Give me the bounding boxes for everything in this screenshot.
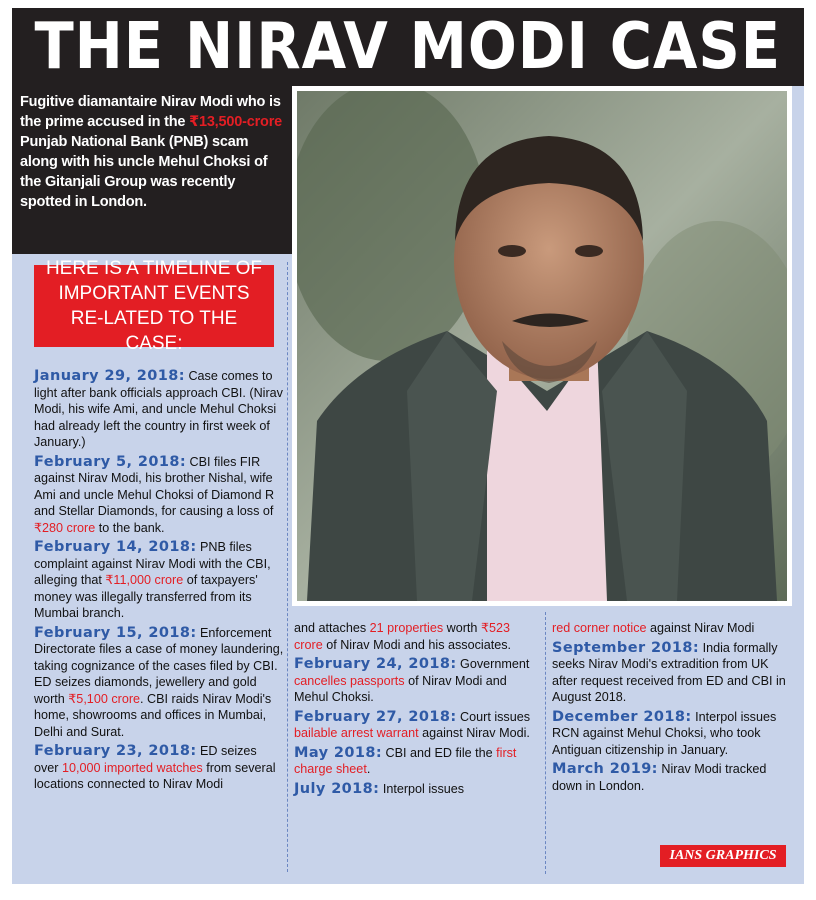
timeline-column-3 — [552, 620, 792, 797]
event-text: to the bank. — [95, 520, 165, 535]
timeline-continuation — [294, 620, 534, 653]
event-text: and attaches — [294, 621, 370, 635]
event-text: Enforcement Directorate files a case of money laundering, taking cognizance of the cases filed by CBI. ED seizes diamonds, jewellery and gold worth — [34, 625, 284, 706]
timeline-column-1 — [34, 368, 284, 796]
event-text: from several locations connected to Nirav Modi — [34, 760, 276, 791]
event-date: December 2018: — [552, 708, 692, 725]
event-text: CBI files FIR against Nirav Modi, his brother Nishal, wife Ami and uncle Mehul Choksi of Diamond R and Stellar Diamonds, for causing a loss of — [34, 454, 275, 518]
event-highlight: 10,000 imported watches — [62, 760, 203, 775]
event-text: . — [366, 762, 371, 776]
event-text: Interpol issues — [379, 781, 465, 796]
timeline-continuation — [552, 620, 792, 637]
event-date: February 23, 2018: — [34, 743, 197, 759]
intro-after: Punjab National Bank (PNB) scam along with his uncle Mehul Choksi of the Gitanjali Group was recently spotted in London. — [20, 134, 268, 210]
timeline-event — [552, 640, 792, 706]
timeline-event — [294, 709, 534, 742]
event-date: March 2019: — [552, 761, 658, 777]
event-date: May 2018: — [294, 744, 383, 761]
header-bar — [12, 8, 804, 86]
timeline-event — [552, 709, 792, 759]
event-text: Case comes to light after bank officials approach CBI. (Nirav Modi, his wife Ami, and uncle Mehul Choksi had already left the country in first week of January.) — [34, 369, 283, 449]
timeline-event — [34, 625, 284, 741]
column-divider — [287, 262, 288, 872]
timeline-event — [294, 656, 534, 706]
event-text: Court issues — [456, 709, 531, 724]
page-title: THE NIRAV MODI CASE — [34, 10, 782, 84]
event-highlight: ₹280 crore — [34, 520, 96, 535]
event-text: . CBI raids Nirav Modi's home, showrooms and offices in Mumbai, Delhi and Surat. — [34, 691, 272, 739]
timeline-event — [552, 761, 792, 794]
timeline-event — [34, 539, 284, 622]
timeline-event — [34, 368, 284, 451]
event-highlight: red corner notice — [552, 621, 647, 635]
portrait-illustration — [297, 91, 787, 601]
event-text: against Nirav Modi — [646, 621, 755, 635]
timeline-event — [294, 781, 534, 798]
event-text: against Nirav Modi. — [418, 726, 530, 740]
event-date: February 15, 2018: — [34, 624, 197, 641]
event-highlight: 21 properties — [369, 621, 444, 635]
event-highlight: first charge sheet — [294, 745, 517, 776]
event-text: Government — [456, 657, 530, 671]
event-date: February 14, 2018: — [34, 539, 197, 555]
event-text: of Nirav Modi and Mehul Choksi. — [294, 673, 507, 704]
event-text: PNB files complaint against Nirav Modi with the CBI, alleging that — [34, 540, 271, 587]
event-date: February 27, 2018: — [294, 708, 457, 725]
event-date: September 2018: — [552, 639, 700, 656]
event-highlight: ₹5,100 crore — [68, 691, 141, 706]
intro-amount: ₹13,500-crore — [189, 114, 283, 130]
event-highlight: cancelles passports — [294, 673, 405, 688]
column-divider — [545, 612, 546, 874]
event-highlight: ₹11,000 crore — [105, 573, 184, 587]
timeline-heading: HERE IS A TIMELINE OF IMPORTANT EVENTS RE-LATED TO THE CASE: — [34, 265, 274, 347]
event-text: of Nirav Modi and his associates. — [322, 637, 511, 652]
timeline-event — [34, 743, 284, 793]
event-text: Nirav Modi tracked down in London. — [552, 762, 767, 793]
event-highlight: bailable arrest warrant — [294, 726, 419, 740]
intro-before: Fugitive diamantaire Nirav Modi who is the prime accused in the — [20, 94, 281, 130]
event-text: worth — [443, 621, 481, 635]
event-date: January 29, 2018: — [34, 368, 185, 384]
event-highlight: ₹523 crore — [294, 621, 510, 652]
intro-text — [20, 92, 288, 212]
timeline-event — [34, 454, 284, 537]
event-text: CBI and ED file the — [382, 745, 497, 760]
event-text: Interpol issues RCN against Mehul Choksi, who took Antiguan citizenship in January. — [552, 709, 777, 757]
event-date: February 24, 2018: — [294, 656, 457, 672]
timeline-event — [294, 745, 534, 778]
source-credit: IANS GRAPHICS — [660, 845, 786, 867]
event-text: of taxpayers' money was illegally transferred from its Mumbai branch. — [34, 573, 258, 620]
event-date: July 2018: — [294, 780, 380, 797]
timeline-column-2 — [294, 620, 534, 800]
event-date: February 5, 2018: — [34, 453, 187, 470]
portrait-photo — [292, 86, 792, 606]
event-text: India formally seeks Nirav Modi's extradition from UK after request received from ED and CBI in August 2018. — [552, 640, 786, 704]
event-text: ED seizes over — [34, 744, 257, 775]
